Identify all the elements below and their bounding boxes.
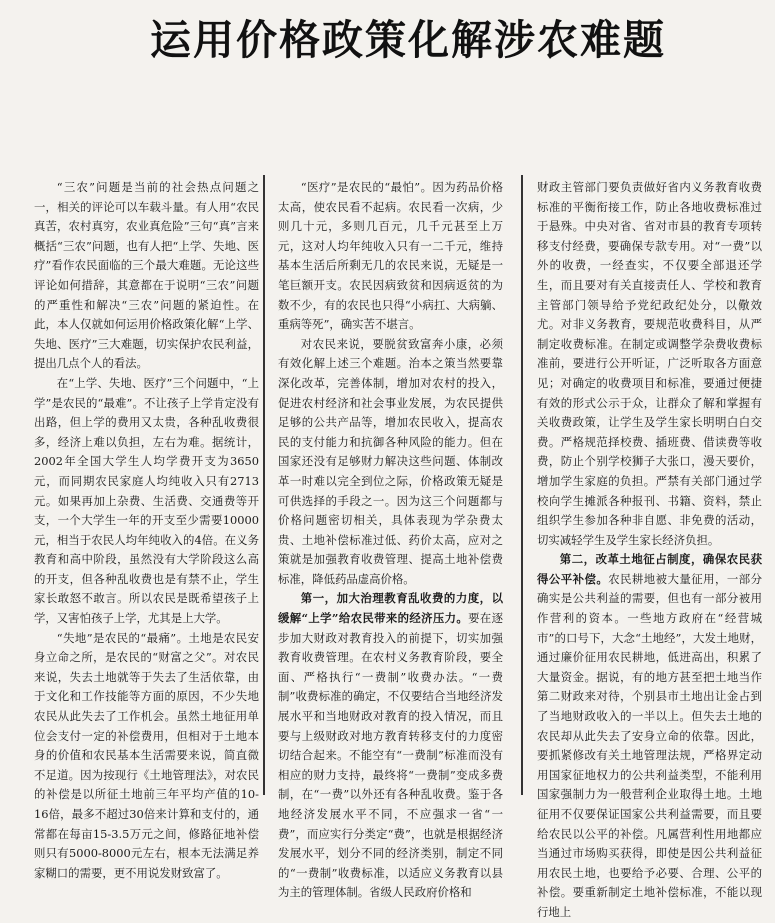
column-rule-1 <box>263 175 265 795</box>
section-heading-1: 第一，加大治理教育乱收费的力度，以缓解“上学”给农民带来的经济压力。 <box>278 591 503 626</box>
paragraph-schooling: 在“上学、失地、医疗”三个问题中，“上学”是农民的“最难”。不让孩子上学肯定没有出路，但上学的费用又太贵，各种乱收费很多，经济上难以负担，左右为难。据统计，2002年全国大学生人均学费开支为3650元，而同期农民家庭人均纯收入只有2713元。如果再加上杂费、生活费、交通费等开支，一个大学生一年的开支至少需要10000元，相当于农民人均年纯收入的4倍。在义务教育和高中阶段，虽然没有大学阶段这么高的开支，但各种乱收费也是有禁不止，学生家长敢怒不敢言。所以农民是既希望孩子上学，又害怕孩子上学，尤其是上大学。 <box>34 375 259 626</box>
section-heading-2: 第二，改革土地征占制度，确保农民获得公平补偿。 <box>537 552 762 586</box>
paragraph-section-1 <box>278 589 503 903</box>
paragraph-solutions: 对农民来说，要脱贫致富奔小康，必须有效化解上述三个难题。治本之策当然要靠深化改革，完善体制，增加对农村的投入，促进农村经济和社会事业发展，为农民提供足够的公共产品等，增加农民收入，提高农民的支付能力和抗御各种风险的能力。但在国家还没有足够财力解决这些问题、体制改革一时难以完全到位之际，价格政策无疑是可供选择的手段之一。因为这三个问题都与价格问题密切相关，具体表现为学杂费太贵、土地补偿标准过低、药价太高，应对之策就是加强教育收费管理、提高土地补偿费标准，降低药品虚高价格。 <box>278 336 503 586</box>
column-rule-2 <box>521 175 523 795</box>
paragraph-fee-regulation: 财政主管部门要负责做好省内义务教育收费标准的平衡衔接工作，防止各地收费标准过于悬殊。中央对省、省对市县的教育专项转移支付经费，要确保专款专用。对“一费”以外的收费，一经查实，不仅要全部退还学生，而且要对有关直接责任人、学校和教育主管部门领导给予党纪政纪处分，以儆效尤。对非义务教育，要规范收费科目，从严制定收费标准。在制定或调整学杂费收费标准前，要进行公开听证，广泛听取各方面意见；对确定的收费项目和标准，要通过便捷有效的形式公示于众，让群众了解和掌握有关收费政策，让学生及学生家长明明白白交费。严格规范择校费、插班费、借读费等收费，防止个别学校狮子大张口，漫天要价，增加学生家庭的负担。严禁有关部门通过学校向学生摊派各种报刊、书籍、资料，禁止组织学生参加各种非自愿、非免费的活动，切实减轻学生及学生家长经济负担。 <box>537 180 762 547</box>
headline <box>150 6 666 66</box>
paragraph-land-loss: “失地”是农民的“最痛”。土地是农民安身立命之所，是农民的“财富之父”。对农民来说，失去土地就等于失去了生活依靠，由于文化和工作技能等方面的原因，不少失地农民从此失去了工作机会。虽然土地征用单位会支付一定的补偿费用，但相对于土地本身的价值和农民基本生活需要来说，简直微不足道。因为按现行《土地管理法》，对农民的补偿是以所征土地前三年平均产值的10-16倍，最多不超过30倍来计算和支付的，通常都在每亩15-3.5万元之间，修路征地补偿则只有5000-8000元左右，根本无法满足养家糊口的需要，更不用说发财致富了。 <box>34 630 259 880</box>
column-2 <box>278 178 503 900</box>
paragraph-intro: “三农”问题是当前的社会热点问题之一，相关的评论可以车载斗量。有人用“农民真苦，农村真穷，农业真危险”三句“真”言来概括“三农”问题，也有人把“上学、失地、医疗”看作农民面临的三个最大难题。无论这些评论如何措辞，其意都在于说明“三农”问题的严重性和解决“三农”问题的紧迫性。在此，本人仅就如何运用价格政策化解“上学、失地、医疗”三大难题，切实保护农民利益，提出几点个人的看法。 <box>34 180 259 371</box>
section-2-body: 农民耕地被大量征用，一部分确实是公共利益的需要，但也有一部分被用作营利的资本。一些地方政府在“经营城市”的口号下，大念“土地经”，大发土地财，通过廉价征用农民耕地，低进高出，积累了大量资金。据说，有的地方甚至把土地当作第二财政来对待，个别县市土地出让金占到了当地财政收入的一半以上。但失去土地的农民却从此失去了安身立命的依靠。因此，要抓紧修改有关土地管理法规，严格界定动用国家征地权力的公共利益类型，不能利用国家强制力为一般营利企业取得土地。土地征用不仅要保证国家公共利益需要，而且要给农民以公平的补偿。凡属营利性用地都应当通过市场购买获得，即使是因公共利益征用农民土地，也要给予必要、合理、公平的补偿。要重新制定土地补偿标准，不能以现行地上 <box>537 571 762 919</box>
paragraph-medical: “医疗”是农民的“最怕”。因为药品价格太高，使农民看不起病。农民看一次病，少则几十元，多则几百元，几千元甚至上万元，这对人均年纯收入只有一二千元，维持基本生活后所剩无几的农民来说，无疑是一笔巨额开支。农民因病致贫和因病返贫的为数不少，有的农民也只得“小病扛、大病躺、重病等死”，确实苦不堪言。 <box>278 180 503 332</box>
column-3 <box>537 178 762 919</box>
headline-left: 运用价格政策 <box>150 15 408 64</box>
column-1 <box>34 178 259 880</box>
paragraph-section-2 <box>537 550 762 922</box>
headline-right: 化解涉农难题 <box>408 15 666 64</box>
section-1-body: 要在逐步加大财政对教育投入的前提下，切实加强教育收费管理。在农村义务教育阶段，要全面、严格执行“一费制”收费办法。“一费制”收费标准的确定，不仅要结合当地经济发展水平和当地财政对教育的投入情况，而且要与上级财政对地方教育转移支付的力度密切结合起来。不能空有“一费制”标准而没有相应的财力支持，最终将“一费制”变成多费制，在“一费”以外还有各种乱收费。鉴于各地经济发展水平不同，不应强求一省“一费”，而应实行分类定“费”，也就是根据经济发展水平，划分不同的经济类别，制定不同的“一费制”收费标准，以适应义务教育以县为主的管理体制。省级人民政府价格和 <box>278 611 503 900</box>
